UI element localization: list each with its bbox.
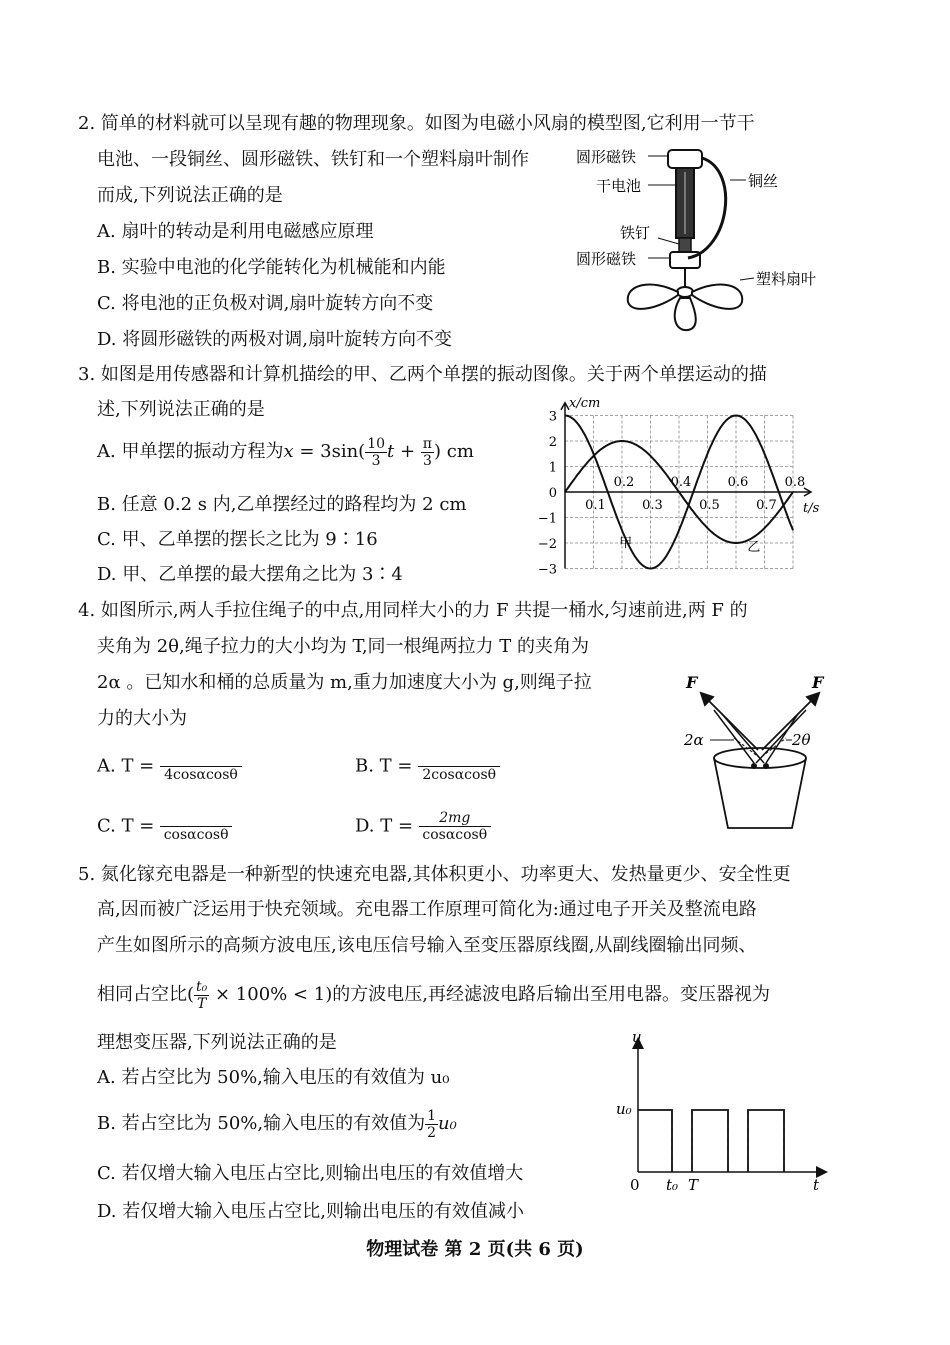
q2-option-a: A. 扇叶的转动是利用电磁感应原理 (97, 221, 374, 242)
wave-label-origin: 0 (630, 1176, 640, 1194)
q5-stem-line5: 理想变压器,下列说法正确的是 (97, 1032, 337, 1053)
y-tick-label: 2 (548, 435, 557, 450)
label-f-right: F (812, 673, 824, 692)
nail (679, 238, 691, 252)
q4-stem-line3: 2α 。已知水和桶的总质量为 m,重力加速度大小为 g,则绳子拉 (97, 672, 592, 693)
fan-blade-front (675, 298, 696, 330)
wave-label-u: u (632, 1030, 642, 1046)
label-top-magnet: 圆形磁铁 (576, 148, 637, 166)
label-angle-theta: 2θ (792, 731, 811, 749)
wave-label-T: T (688, 1176, 699, 1194)
label-f-left: F (686, 673, 698, 692)
label-blade: 塑料扇叶 (756, 270, 817, 288)
x-tick-label: 0.2 (613, 475, 635, 490)
q3-stem-line2: 述,下列说法正确的是 (97, 399, 265, 420)
label-angle-alpha: 2α (684, 731, 704, 749)
q3-option-b: B. 任意 0.2 s 内,乙单摆经过的路程均为 2 cm (97, 494, 467, 515)
q2-stem-line2: 电池、一段铜丝、圆形磁铁、铁钉和一个塑料扇叶制作 (97, 149, 529, 170)
y-tick-label: 1 (548, 460, 557, 476)
x-tick-label: 0.3 (642, 498, 663, 513)
q4-option-b: B. T = 2cosαcosθ (355, 750, 500, 783)
q3-stem-line1: 3. 如图是用传感器和计算机描绘的甲、乙两个单摆的振动图像。关于两个单摆运动的描 (78, 364, 767, 385)
q5-option-c: C. 若仅增大输入电压占空比,则输出电压的有效值增大 (97, 1163, 524, 1184)
force-left-arrow (702, 694, 758, 750)
q4-stem-line1: 4. 如图所示,两人手拉住绳子的中点,用同样大小的力 F 共提一桶水,匀速前进,两 F 的 (78, 600, 748, 621)
q5-option-d: D. 若仅增大输入电压占空比,则输出电压的有效值减小 (97, 1201, 524, 1222)
q4-option-a: A. T = 4cosαcosθ (97, 750, 242, 783)
q2-option-d: D. 将圆形磁铁的两极对调,扇叶旋转方向不变 (97, 329, 452, 350)
wave-label-t: t (813, 1176, 820, 1194)
q4-option-c: C. T = cosαcosθ (97, 810, 232, 843)
q2-option-c: C. 将电池的正负极对调,扇叶旋转方向不变 (97, 293, 434, 314)
x-tick-label: 0.8 (784, 475, 806, 490)
fan-blade-left (628, 285, 678, 309)
label-nail: 铁钉 (620, 224, 651, 242)
label-bottom-magnet: 圆形磁铁 (576, 250, 637, 268)
wave-label-u0: u₀ (616, 1100, 632, 1118)
x-axis-label: t/s (803, 501, 820, 516)
pulse-2 (692, 1110, 728, 1172)
fan-hub (677, 287, 693, 297)
q4-option-d: D. T = $\frac{2mg}{\cos\alpha\cos\theta}$ (355, 810, 491, 843)
pulse-3 (748, 1110, 784, 1172)
q3-option-c: C. 甲、乙单摆的摆长之比为 9∶16 (97, 529, 378, 550)
y-tick-label: −3 (537, 562, 557, 578)
y-tick-label: 3 (548, 409, 557, 425)
oscillation-chart (525, 395, 840, 580)
label-battery: 干电池 (596, 177, 642, 195)
x-tick-label: 0.6 (727, 475, 749, 490)
top-magnet (668, 150, 702, 168)
x-tick-label: 0.1 (585, 498, 606, 513)
wave-label-t0: t₀ (666, 1176, 679, 1194)
q5-stem-line1: 5. 氮化镓充电器是一种新型的快速充电器,其体积更小、功率更大、发热量更少、安全性更 (78, 864, 791, 885)
q5-stem-line2: 高,因而被广泛运用于快充领域。充电器工作原理可简化为:通过电子开关及整流电路 (97, 899, 757, 920)
bucket-figure (670, 668, 840, 838)
series-label-yi: 乙 (747, 540, 761, 555)
pulse-1 (638, 1110, 672, 1172)
label-wire: 铜丝 (748, 172, 779, 190)
y-tick-label: 0 (548, 486, 557, 501)
q2-option-b: B. 实验中电池的化学能转化为机械能和内能 (97, 257, 446, 278)
q4-stem-line2: 夹角为 2θ,绳子拉力的大小均为 T,同一根绳两拉力 T 的夹角为 (97, 636, 589, 657)
q5-option-a: A. 若占空比为 50%,输入电压的有效值为 u₀ (97, 1067, 450, 1088)
q5-stem-line3: 产生如图所示的高频方波电压,该电压信号输入至变压器原线圈,从副线圈输出同频、 (97, 935, 757, 956)
q3-option-a: A. 甲单摆的振动方程为x = 3sin( $\frac{10}{3}$ t + $\frac{\pi}{3}$ ) cm (97, 435, 474, 469)
y-tick-label: −1 (537, 511, 557, 527)
page-footer: 物理试卷 第 2 页(共 6 页) (366, 1239, 584, 1260)
q3-option-d: D. 甲、乙单摆的最大摆角之比为 3∶4 (97, 564, 403, 585)
fan-model-figure (570, 140, 840, 340)
x-tick-label: 0.7 (756, 498, 777, 513)
q2-stem-line1: 2. 简单的材料就可以呈现有趣的物理现象。如图为电磁小风扇的模型图,它利用一节干 (78, 113, 755, 134)
q2-stem-line3: 而成,下列说法正确的是 (97, 185, 283, 206)
q5-stem-line4: 相同占空比( $\frac{\text{t₀}}{T}$ × 100% < 1)的方波电压,再经滤波电路后输出至用电器。变压器视为 (97, 978, 770, 1012)
x-tick-label: 0.4 (670, 475, 692, 490)
q5-option-b: B. 若占空比为 50%,输入电压的有效值为 $\frac{1}{2}$ u₀ (97, 1107, 457, 1141)
y-tick-label: −2 (537, 537, 557, 552)
fan-blade-right (692, 285, 742, 309)
y-axis-label: x/cm (569, 395, 601, 411)
square-wave-figure (610, 1030, 835, 1195)
x-tick-label: 0.5 (699, 498, 720, 513)
series-label-jia: 甲 (619, 536, 633, 551)
q4-stem-line4: 力的大小为 (97, 708, 187, 729)
